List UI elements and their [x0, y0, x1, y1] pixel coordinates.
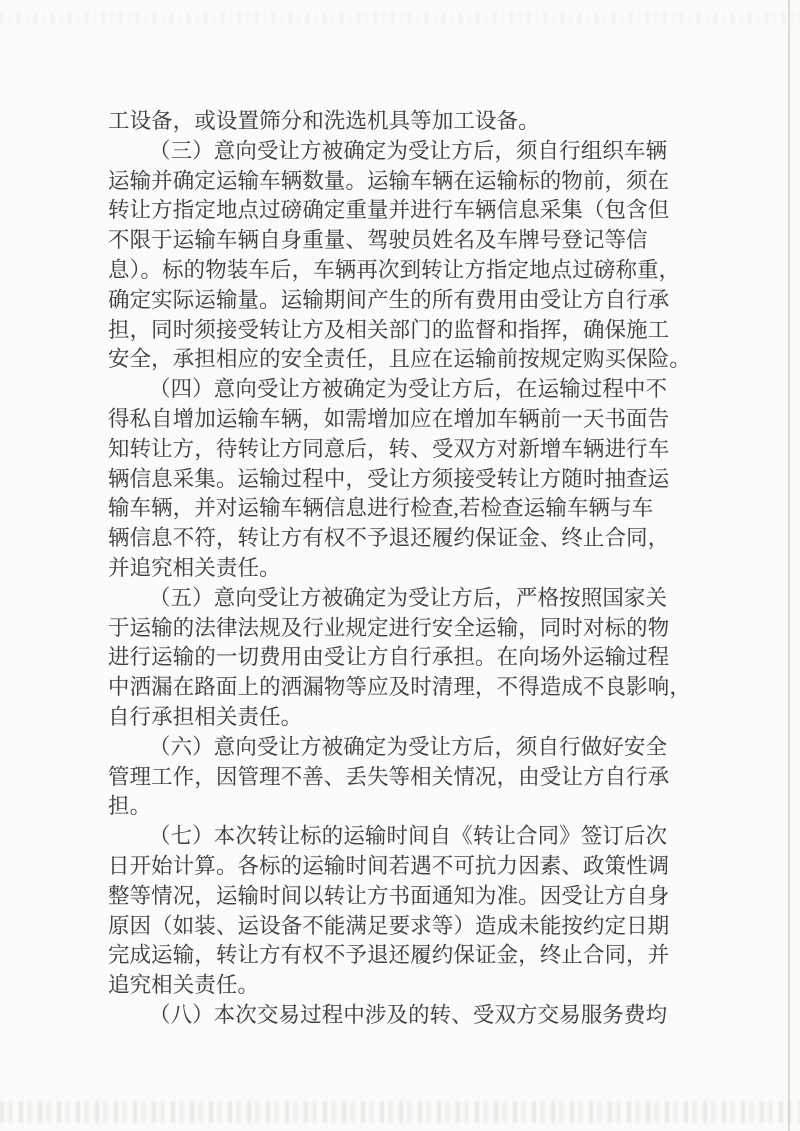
- text-line: 得私自增加运输车辆，如需增加应在增加车辆前一天书面告: [108, 406, 670, 431]
- text-line: 辆信息采集。运输过程中，受让方须接受转让方随时抽查运: [108, 466, 670, 491]
- text-line: 安全，承担相应的安全责任，且应在运输前按规定购买保险。: [108, 347, 691, 372]
- text-line-clause-7-start: （七）本次转让标的运输时间自《转让合同》签订后次: [149, 824, 668, 849]
- text-line-clause-8-start: （八）本次交易过程中涉及的转、受双方交易服务费均: [149, 1002, 668, 1027]
- text-line: 追究相关责任。: [108, 973, 260, 998]
- text-line: 原因（如装、运设备不能满足要求等）造成未能按约定日期: [108, 913, 670, 938]
- text-line: 进行运输的一切费用由受让方自行承担。在向场外运输过程: [108, 645, 670, 670]
- text-line: 自行承担相关责任。: [108, 704, 303, 729]
- text-line: 确定实际运输量。运输期间产生的所有费用由受让方自行承: [108, 287, 670, 312]
- text-line: 知转让方，待转让方同意后，转、受双方对新增车辆进行车: [108, 436, 670, 461]
- text-line: 管理工作，因管理不善、丢失等相关情况，由受让方自行承: [108, 764, 670, 789]
- text-line: 输车辆，并对运输车辆信息进行检查,若检查运输车辆与车: [108, 496, 654, 521]
- text-line: 工设备，或设置筛分和洗选机具等加工设备。: [108, 109, 540, 133]
- text-line: 转让方指定地点过磅确定重量并进行车辆信息采集（包含但: [108, 198, 670, 223]
- text-line: 不限于运输车辆自身重量、驾驶员姓名及车牌号登记等信: [108, 228, 648, 253]
- text-line: 完成运输，转让方有权不予退还履约保证金，终止合同，并: [108, 943, 670, 968]
- scan-noise-bottom: [0, 1101, 800, 1123]
- text-line: 息）。标的物装车后，车辆再次到转让方指定地点过磅称重，: [108, 257, 681, 282]
- scan-edge-line: [788, 0, 790, 1131]
- text-line-clause-5-start: （五）意向受让方被确定为受让方后，严格按照国家关: [149, 585, 668, 610]
- text-line-clause-6-start: （六）意向受让方被确定为受让方后，须自行做好安全: [149, 734, 668, 759]
- text-line: 日开始计算。各标的运输时间若遇不可抗力因素、政策性调: [108, 853, 670, 878]
- text-line: 于运输的法律法规及行业规定进行安全运输，同时对标的物: [108, 615, 670, 640]
- text-line: 担，同时须接受转让方及相关部门的监督和指挥，确保施工: [108, 317, 670, 342]
- text-line: 辆信息不符，转让方有权不予退还履约保证金、终止合同，: [108, 526, 670, 551]
- scan-noise-top: [0, 12, 800, 24]
- text-line-clause-3-start: （三）意向受让方被确定为受让方后，须自行组织车辆: [149, 138, 668, 163]
- text-line: 担。: [108, 794, 152, 819]
- text-line: 并追究相关责任。: [108, 555, 281, 580]
- text-line: 运输并确定运输车辆数量。运输车辆在运输标的物前，须在: [108, 168, 670, 193]
- text-line: 中洒漏在路面上的洒漏物等应及时清理，不得造成不良影响，: [108, 675, 691, 700]
- text-line: 整等情况，运输时间以转让方书面通知为准。因受让方自身: [108, 883, 670, 908]
- document-text-block: [108, 107, 708, 1031]
- text-line-clause-4-start: （四）意向受让方被确定为受让方后，在运输过程中不: [149, 377, 668, 402]
